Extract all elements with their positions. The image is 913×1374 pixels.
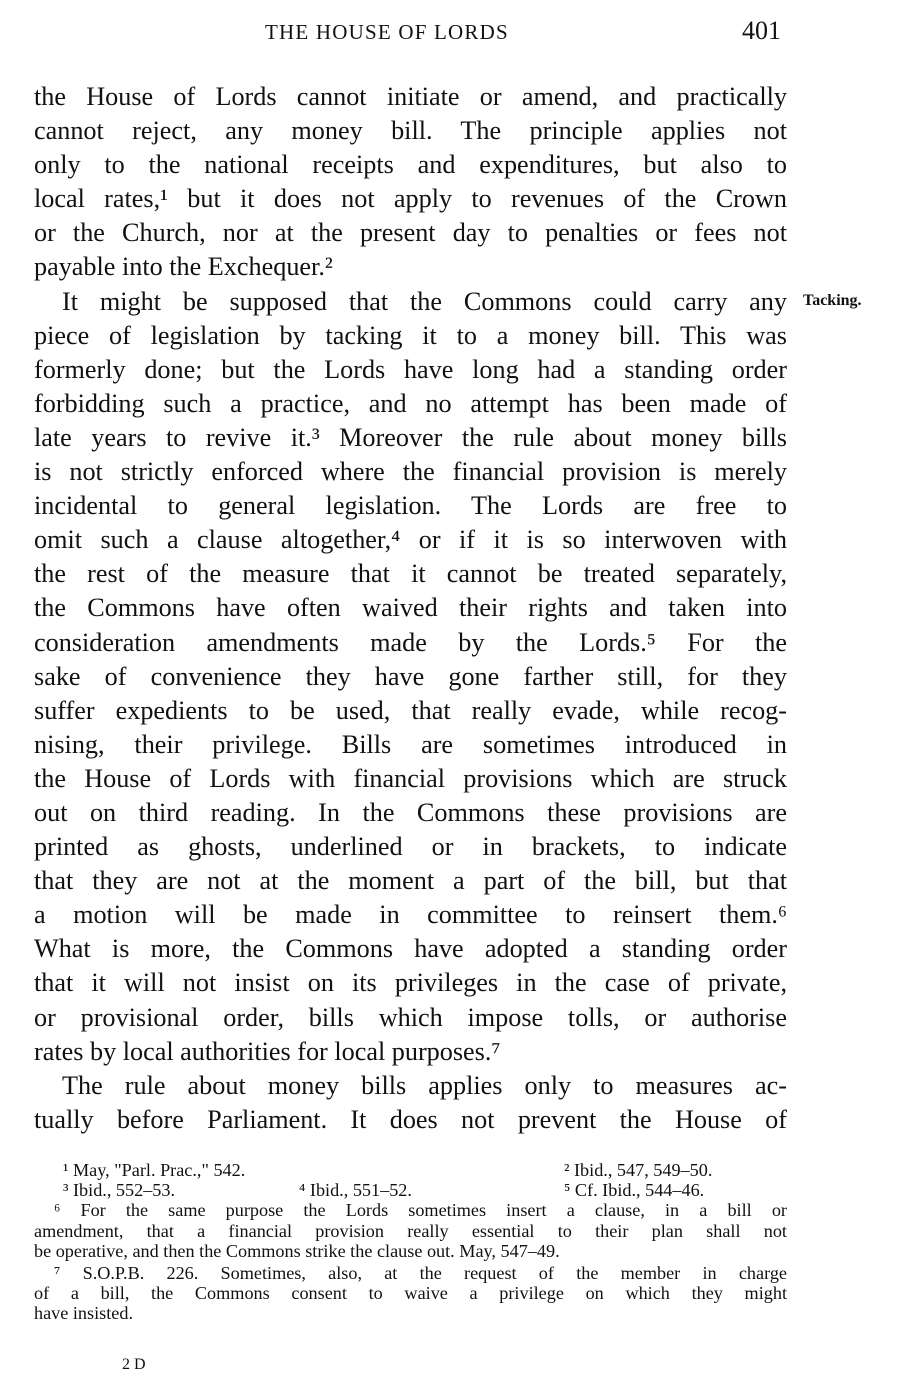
paragraph-3 (34, 1069, 787, 1137)
text-line: rates by local authorities for local purposes.⁷ (34, 1036, 501, 1066)
text-line: the House of Lords cannot initiate or amend, and practically (34, 82, 787, 111)
text-line: that they are not at the moment a part of the bill, but that (34, 866, 787, 896)
text-line: the rest of the measure that it cannot be treated separately, (34, 559, 787, 589)
footnote-3: ³ Ibid., 552–53. (63, 1180, 176, 1201)
text-line: sake of convenience they have gone farther still, for they (34, 661, 787, 691)
text-line: tually before Parliament. It does not prevent the House of (34, 1104, 787, 1134)
text-line: or provisional order, bills which impose tolls, or authorise (34, 1002, 787, 1032)
text-line: payable into the Exchequer.² (34, 252, 333, 282)
text-line: What is more, the Commons have adopted a standing order (34, 934, 787, 964)
margin-note-tacking: Tacking. (803, 292, 862, 309)
text-line: formerly done; but the Lords have long had a standing order (34, 354, 787, 384)
text-line: cannot reject, any money bill. The principle applies not (34, 116, 787, 146)
footnote-line: ⁶ For the same purpose the Lords sometimes insert a clause, in a bill or (54, 1200, 787, 1221)
footnote-row (34, 1160, 787, 1180)
text-line: piece of legislation by tacking it to a money bill. This was (34, 320, 787, 350)
footnote-4: ⁴ Ibid., 551–52. (299, 1180, 412, 1201)
text-line: the Commons have often waived their rights and taken into (34, 593, 787, 623)
page-number: 401 (742, 16, 781, 45)
text-line: the House of Lords with financial provisions which are struck (34, 763, 787, 793)
running-title: THE HOUSE OF LORDS (265, 20, 509, 44)
text-line: suffer expedients to be used, that really evade, while recog- (34, 695, 787, 725)
body-text (34, 80, 787, 1137)
text-line: incidental to general legislation. The Lords are free to (34, 491, 787, 521)
text-line: The rule about money bills applies only to measures ac- (62, 1070, 787, 1100)
text-line: omit such a clause altogether,⁴ or if it is so interwoven with (34, 525, 787, 555)
text-line: forbidding such a practice, and no attempt has been made of (34, 388, 787, 418)
text-line: is not strictly enforced where the financial provision is merely (34, 457, 787, 487)
footnote-line: be operative, and then the Commons strike the clause out. May, 547–49. (34, 1240, 560, 1261)
paragraph-2 (34, 285, 787, 1069)
text-line: printed as ghosts, underlined or in brackets, to indicate (34, 832, 787, 862)
signature-mark: 2 D (122, 1356, 146, 1373)
footnote-line: amendment, that a financial provision really essential to their plan shall not (34, 1220, 787, 1241)
footnote-2: ² Ibid., 547, 549–50. (564, 1160, 713, 1180)
footnote-1: ¹ May, "Parl. Prac.," 542. (63, 1160, 246, 1180)
footnote-line: ⁷ S.O.P.B. 226. Sometimes, also, at the request of the member in charge (54, 1263, 787, 1284)
footnote-7 (34, 1263, 787, 1324)
text-line: consideration amendments made by the Lords.⁵ For the (34, 627, 787, 657)
text-line: nising, their privilege. Bills are sometimes introduced in (34, 729, 787, 759)
paragraph-1 (34, 80, 787, 285)
footnote-spacer (299, 1160, 564, 1180)
footnote-row (34, 1180, 787, 1200)
text-line: only to the national receipts and expenditures, but also to (34, 150, 787, 180)
text-line: or the Church, nor at the present day to penalties or fees not (34, 218, 787, 248)
page-header (0, 14, 913, 50)
text-line: It might be supposed that the Commons could carry any (62, 286, 787, 316)
footnote-line: of a bill, the Commons consent to waive a privilege on which they might (34, 1283, 787, 1304)
text-line: out on third reading. In the Commons these provisions are (34, 797, 787, 827)
footnote-5: ⁵ Cf. Ibid., 544–46. (564, 1180, 705, 1201)
text-line: local rates,¹ but it does not apply to revenues of the Crown (34, 184, 787, 214)
footnote-line: have insisted. (34, 1303, 134, 1324)
footnotes (34, 1160, 787, 1324)
footnote-6 (34, 1200, 787, 1261)
text-line: that it will not insist on its privileges in the case of private, (34, 968, 787, 998)
text-line: late years to revive it.³ Moreover the rule about money bills (34, 422, 787, 452)
text-line: a motion will be made in committee to reinsert them.⁶ (34, 900, 787, 930)
